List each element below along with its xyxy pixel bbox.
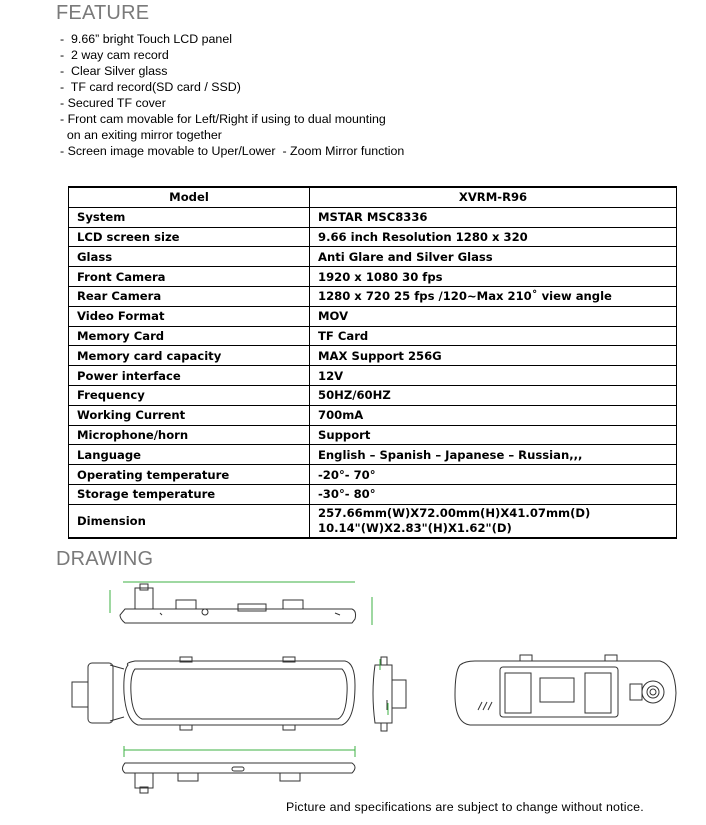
feature-heading: FEATURE bbox=[56, 2, 150, 24]
spec-label: Storage temperature bbox=[69, 484, 310, 504]
feature-item: - 2 way cam record bbox=[60, 48, 169, 62]
spec-value-dimension bbox=[310, 504, 677, 538]
spec-row-dimension bbox=[69, 504, 677, 538]
feature-item: - Clear Silver glass bbox=[60, 64, 168, 78]
spec-value: English – Spanish – Japanese – Russian,,, bbox=[310, 445, 677, 465]
spec-table bbox=[68, 186, 677, 539]
spec-value: Support bbox=[310, 425, 677, 445]
spec-value: 50HZ/60HZ bbox=[310, 385, 677, 405]
side-view-drawing bbox=[373, 657, 406, 731]
spec-value: MOV bbox=[310, 306, 677, 326]
spec-header-value: XVRM-R96 bbox=[310, 187, 677, 207]
spec-label: Working Current bbox=[69, 405, 310, 425]
spec-label: Glass bbox=[69, 247, 310, 267]
top-view-drawing bbox=[120, 584, 356, 623]
technical-drawings bbox=[0, 575, 706, 800]
spec-row bbox=[69, 425, 677, 445]
spec-value: 12V bbox=[310, 366, 677, 386]
rear-view-drawing bbox=[455, 655, 676, 725]
spec-label: Rear Camera bbox=[69, 286, 310, 306]
spec-row bbox=[69, 405, 677, 425]
spec-label: LCD screen size bbox=[69, 227, 310, 247]
spec-row bbox=[69, 326, 677, 346]
spec-row bbox=[69, 366, 677, 386]
spec-value: TF Card bbox=[310, 326, 677, 346]
dimension-metric: 257.66mm(W)X72.00mm(H)X41.07mm(D) bbox=[318, 505, 591, 520]
spec-label: Microphone/horn bbox=[69, 425, 310, 445]
feature-list bbox=[60, 31, 404, 159]
drawing-heading: DRAWING bbox=[56, 548, 154, 570]
bottom-view-drawing bbox=[123, 763, 356, 793]
spec-label: System bbox=[69, 207, 310, 227]
spec-label: Power interface bbox=[69, 366, 310, 386]
spec-row bbox=[69, 286, 677, 306]
spec-label: Memory card capacity bbox=[69, 346, 310, 366]
spec-row bbox=[69, 306, 677, 326]
spec-row bbox=[69, 484, 677, 504]
spec-value: -30°- 80° bbox=[310, 484, 677, 504]
spec-value: Anti Glare and Silver Glass bbox=[310, 247, 677, 267]
spec-label: Front Camera bbox=[69, 267, 310, 287]
spec-label: Dimension bbox=[69, 504, 310, 538]
feature-item: - Front cam movable for Left/Right if using to dual mounting bbox=[60, 112, 386, 126]
feature-item: - TF card record(SD card / SSD) bbox=[60, 80, 241, 94]
spec-value: 1280 x 720 25 fps /120~Max 210˚ view angle bbox=[310, 286, 677, 306]
feature-item: on an exiting mirror together bbox=[60, 128, 222, 142]
spec-row bbox=[69, 207, 677, 227]
spec-row bbox=[69, 346, 677, 366]
spec-value: 9.66 inch Resolution 1280 x 320 bbox=[310, 227, 677, 247]
spec-label: Video Format bbox=[69, 306, 310, 326]
spec-label: Frequency bbox=[69, 385, 310, 405]
spec-value: 1920 x 1080 30 fps bbox=[310, 267, 677, 287]
dimension-imperial: 10.14"(W)X2.83"(H)X1.62"(D) bbox=[318, 520, 512, 535]
spec-label: Operating temperature bbox=[69, 465, 310, 485]
feature-item: - 9.66” bright Touch LCD panel bbox=[60, 32, 232, 46]
spec-value: 700mA bbox=[310, 405, 677, 425]
spec-row bbox=[69, 445, 677, 465]
front-view-drawing bbox=[72, 657, 355, 730]
spec-header-row bbox=[69, 187, 677, 207]
spec-label: Memory Card bbox=[69, 326, 310, 346]
spec-value: MSTAR MSC8336 bbox=[310, 207, 677, 227]
spec-row bbox=[69, 465, 677, 485]
spec-value: MAX Support 256G bbox=[310, 346, 677, 366]
disclaimer-notice: Picture and specifications are subject to change without notice. bbox=[286, 800, 644, 814]
spec-value: -20°- 70° bbox=[310, 465, 677, 485]
spec-row bbox=[69, 267, 677, 287]
spec-header-label: Model bbox=[69, 187, 310, 207]
spec-label: Language bbox=[69, 445, 310, 465]
spec-row bbox=[69, 247, 677, 267]
spec-row bbox=[69, 227, 677, 247]
spec-row bbox=[69, 385, 677, 405]
feature-item: - Screen image movable to Uper/Lower - Zoom Mirror function bbox=[60, 144, 405, 158]
feature-item: - Secured TF cover bbox=[60, 96, 166, 110]
